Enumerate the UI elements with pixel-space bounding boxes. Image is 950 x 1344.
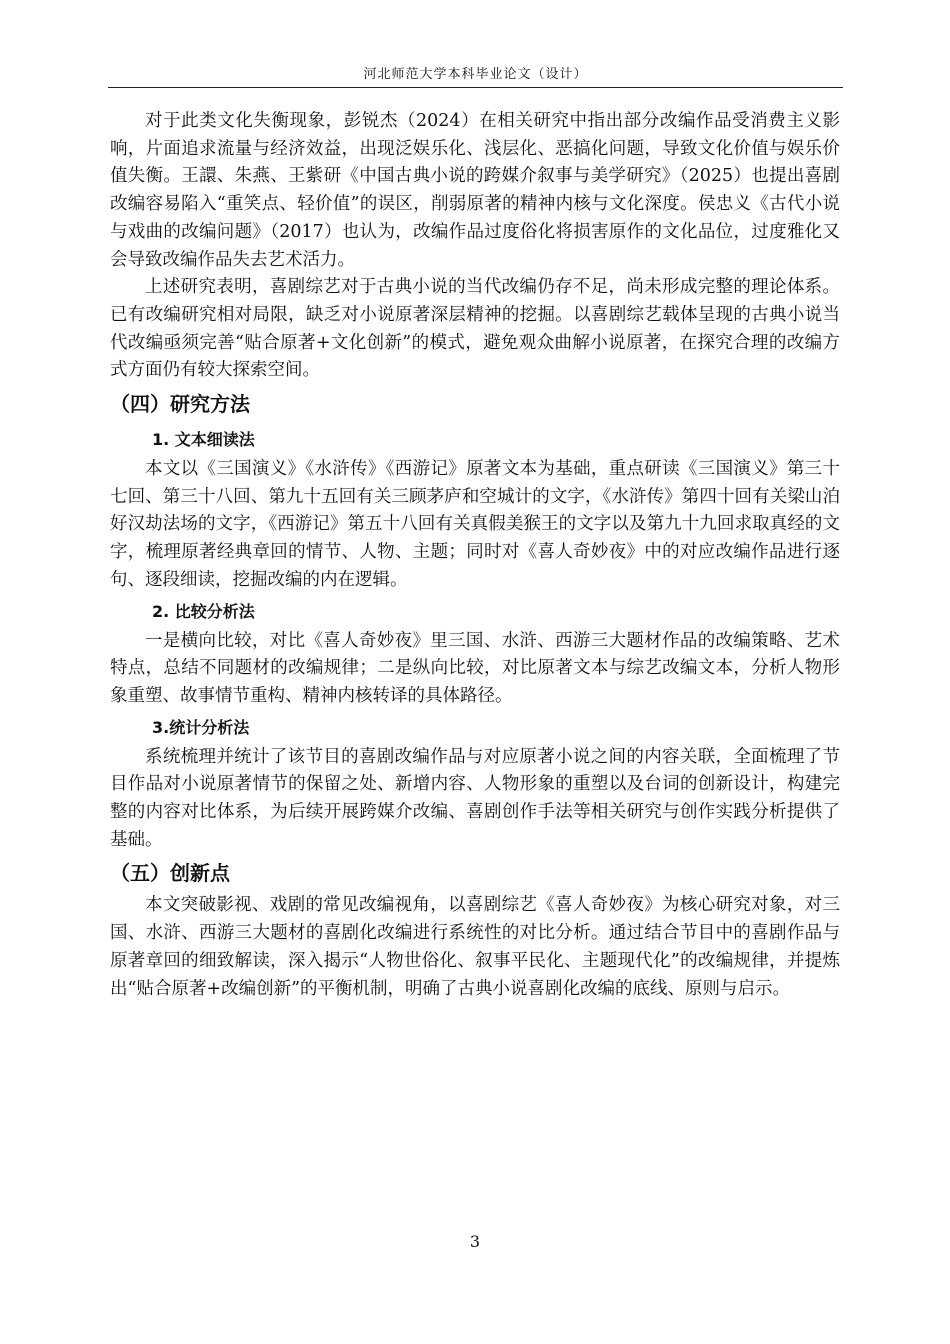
subheading-statistical-analysis: 3.统计分析法: [152, 717, 250, 737]
subheading-comparative-analysis: 2. 比较分析法: [152, 601, 255, 621]
paragraph-close-reading: 本文以《三国演义》《水浒传》《西游记》原著文本为基础，重点研读《三国演义》第三十七回、第三十八回、第九十五回有关三顾茅庐和空城计的文字，《水浒传》第四十回有关梁山泊好汉劫法场的文字，《西游记》第五十八回有关真假美猴王的文字以及第九十九回求取真经的文字，梳理原著经典章回的情节、人物、主题；同时对《喜人奇妙夜》中的对应改编作品进行逐句、逐段细读，挖掘改编的内在逻辑。: [110, 459, 840, 590]
paragraph-comparative-analysis: 一是横向比较，对比《喜人奇妙夜》里三国、水浒、西游三大题材作品的改编策略、艺术特点，总结不同题材的改编规律；二是纵向比较，对比原著文本与综艺改编文本，分析人物形象重塑、故事情节重构、精神内核转译的具体路径。: [110, 630, 840, 706]
paragraph-research-summary: 上述研究表明，喜剧综艺对于古典小说的当代改编仍存不足，尚未形成完整的理论体系。已有改编研究相对局限，缺乏对小说原著深层精神的挖掘。以喜剧综艺载体呈现的古典小说当代改编亟须完善“贴合原著+文化创新”的模式，避免观众曲解小说原著，在探究合理的改编方式方面仍有较大探索空间。: [110, 277, 840, 381]
paragraph-cultural-imbalance: 对于此类文化失衡现象，彭锐杰（2024）在相关研究中指出部分改编作品受消费主义影响，片面追求流量与经济效益，出现泛娱乐化、浅层化、恶搞化问题，导致文化价值与娱乐价值失衡。王譞、朱燕、王紫研《中国古典小说的跨媒介叙事与美学研究》（2025）也提出喜剧改编容易陷入“重笑点、轻价值”的误区，削弱原著的精神内核与文化深度。侯忠义《古代小说与戏曲的改编问题》（2017）也认为，改编作品过度俗化将损害原作的文化品位，过度雅化又会导致改编作品失去艺术活力。: [110, 111, 840, 270]
paragraph-innovation: 本文突破影视、戏剧的常见改编视角，以喜剧综艺《喜人奇妙夜》为核心研究对象，对三国、水浒、西游三大题材的喜剧化改编进行系统性的对比分析。通过结合节目中的喜剧作品与原著章回的细致解读，深入揭示“人物世俗化、叙事平民化、主题现代化”的改编规律，并提炼出“贴合原著+改编创新”的平衡机制，明确了古典小说喜剧化改编的底线、原则与启示。: [110, 895, 840, 999]
page-number: 3: [469, 1232, 481, 1251]
section-heading-research-methods: （四）研究方法: [110, 392, 250, 417]
header-rule: [108, 87, 843, 88]
page-body: [110, 108, 840, 1003]
subheading-close-reading: 1. 文本细读法: [152, 430, 255, 450]
section-heading-innovation: （五）创新点: [110, 861, 230, 886]
running-header: 河北师范大学本科毕业论文（设计）: [363, 67, 588, 82]
paragraph-statistical-analysis: 系统梳理并统计了该节目的喜剧改编作品与对应原著小说之间的内容关联，全面梳理了节目作品对小说原著情节的保留之处、新增内容、人物形象的重塑以及台词的创新设计，构建完整的内容对比体系，为后续开展跨媒介改编、喜剧创作手法等相关研究与创作实践分析提供了基础。: [110, 746, 840, 850]
